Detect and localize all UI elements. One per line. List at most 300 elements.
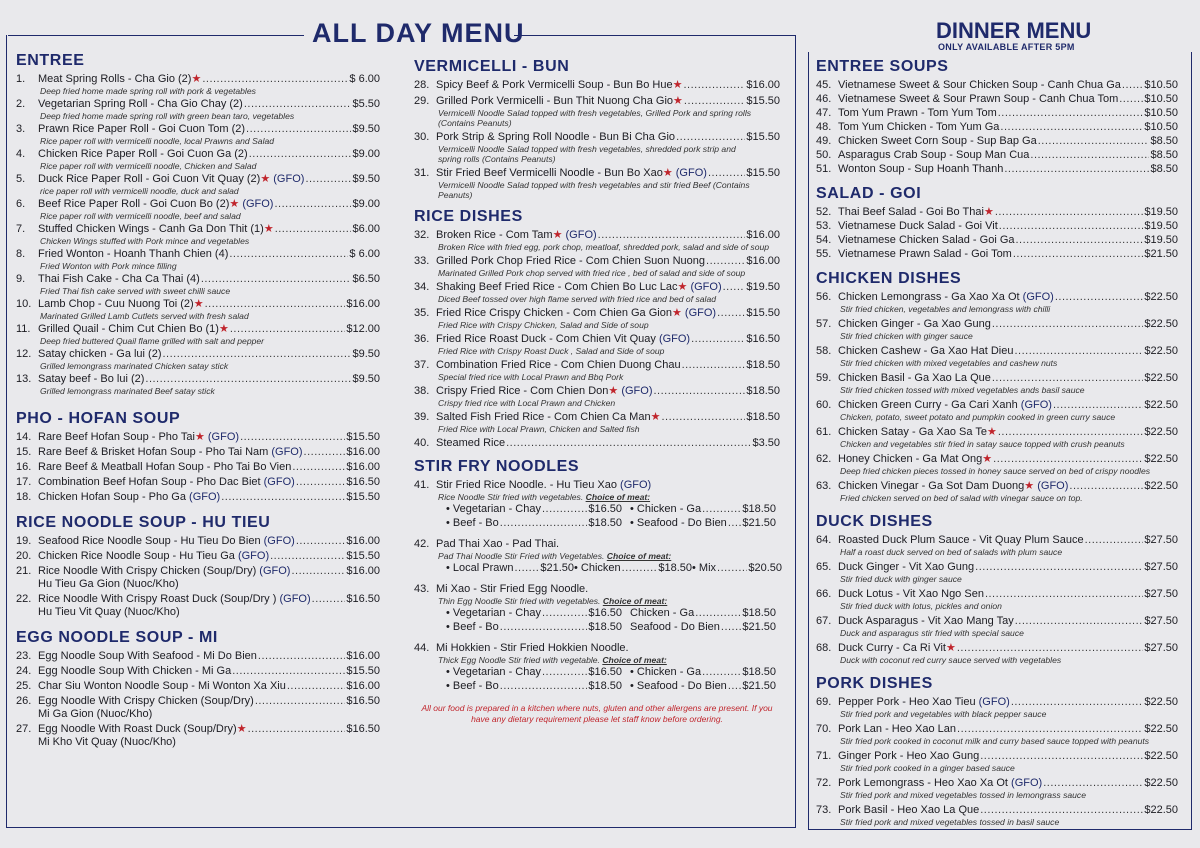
item-number: 3. <box>16 123 26 135</box>
menu-item <box>816 561 1178 584</box>
menu-item <box>414 359 780 382</box>
item-name-text: Egg Noodle Soup With Chicken - Mi Ga <box>38 665 232 677</box>
item-number: 67. <box>816 615 832 627</box>
item-price: $21.50 <box>1144 248 1178 260</box>
leader-dots <box>676 131 745 144</box>
meat-choice-price: $21.50 <box>540 562 574 574</box>
choice-of-meat-label: Choice of meat: <box>602 596 668 606</box>
item-name-text: Chicken Lemongrass - Ga Xao Xa Ot <box>838 291 1020 303</box>
item-name-text: Vietnamese Sweet & Sour Prawn Soup - Canh Chua Tom <box>838 93 1119 105</box>
gluten-free-option-badge: (GFO) <box>189 491 221 503</box>
menu-item <box>816 750 1178 773</box>
menu-item <box>816 453 1178 476</box>
item-number: 7. <box>16 223 26 235</box>
menu-item-row <box>414 359 780 372</box>
meat-choice <box>630 606 776 620</box>
menu-item-row <box>816 107 1178 120</box>
item-name-text: Chicken Ginger - Ga Xao Gung <box>838 318 991 330</box>
mi-list <box>16 650 380 749</box>
menu-item-row <box>816 79 1178 92</box>
item-price: $19.50 <box>1144 234 1178 246</box>
item-name-text: Egg Noodle With Crispy Chicken (Soup/Dry) <box>38 695 254 707</box>
item-price: $22.50 <box>1144 291 1178 303</box>
section-heading-salad: SALAD - GOI <box>816 185 922 202</box>
menu-item <box>414 95 780 128</box>
meat-choice-price: $21.50 <box>742 680 776 692</box>
item-number: 31. <box>414 167 430 179</box>
meat-choice-price: $21.50 <box>742 621 776 633</box>
meat-choice <box>446 516 622 530</box>
item-number: 28. <box>414 79 430 91</box>
item-name-text: Ginger Pork - Heo Xao Gung <box>838 750 980 762</box>
all-day-menu-title: ALL DAY MENU <box>312 18 525 48</box>
menu-item-row <box>816 777 1178 790</box>
item-name-text: Rare Beef Hofan Soup - Pho Tai <box>38 431 195 443</box>
item-name <box>838 163 1003 176</box>
item-description: Deep fried home made spring roll with green bean taro, vegetables <box>40 111 295 121</box>
item-name-text: Roasted Duck Plum Sauce - Vit Quay Plum Sauce <box>838 534 1084 546</box>
item-price: $16.00 <box>746 79 780 91</box>
meat-choice <box>630 516 776 530</box>
menu-item <box>16 123 380 146</box>
gluten-free-option-badge: (GFO) <box>1011 777 1043 789</box>
meat-choice-name: • Chicken <box>574 562 621 574</box>
star-icon: ★ <box>662 167 673 179</box>
leader-dots <box>985 588 1143 601</box>
item-description-cont: Peanuts) <box>438 190 473 200</box>
leader-dots <box>230 323 346 336</box>
menu-item-row <box>816 372 1178 385</box>
menu-item <box>816 615 1178 638</box>
menu-item-row <box>816 615 1178 628</box>
menu-item <box>816 163 1178 176</box>
item-name <box>436 437 505 450</box>
leader-dots <box>702 502 741 516</box>
leader-dots <box>1004 163 1149 176</box>
item-name <box>838 561 974 574</box>
menu-item-row <box>16 565 380 578</box>
leader-dots <box>992 318 1143 331</box>
item-name-text: Duck Asparagus - Vit Xao Mang Tay <box>838 615 1014 627</box>
item-name-text: Meat Spring Rolls - Cha Gio (2) <box>38 73 192 85</box>
item-number: 30. <box>414 131 430 143</box>
leader-dots <box>514 561 539 575</box>
item-description: Diced Beef tossed over high flame served with fried rice and bed of salad <box>438 294 717 304</box>
menu-item-row <box>816 453 1178 466</box>
item-name-text: Egg Noodle With Roast Duck (Soup/Dry) <box>38 723 237 735</box>
item-name <box>838 121 999 134</box>
menu-item-row <box>414 281 780 294</box>
item-number: 11. <box>16 323 31 335</box>
menu-item <box>16 298 380 321</box>
menu-item <box>16 665 380 678</box>
choice-row <box>414 606 780 620</box>
item-name <box>838 696 1010 709</box>
item-number: 45. <box>816 79 832 91</box>
item-number: 42. <box>414 538 430 550</box>
item-number: 22. <box>16 593 32 605</box>
leader-dots <box>240 431 345 444</box>
item-name <box>838 220 998 233</box>
menu-item <box>816 777 1178 800</box>
item-name <box>38 323 229 336</box>
item-number: 38. <box>414 385 430 397</box>
leader-dots <box>246 123 351 136</box>
menu-item-row <box>414 131 780 144</box>
item-name <box>838 750 979 763</box>
meat-choice <box>446 502 622 516</box>
leader-dots <box>998 107 1144 120</box>
menu-item <box>16 273 380 296</box>
star-icon: ★ <box>194 431 205 443</box>
menu-item <box>16 198 380 221</box>
item-description <box>414 596 780 606</box>
meat-choice-price: $18.50 <box>588 517 622 529</box>
menu-item-row <box>16 248 380 261</box>
item-name <box>436 538 559 551</box>
leader-dots <box>287 680 346 693</box>
item-description: Fried Rice with Crispy Roast Duck , Salad and Side of soup <box>438 346 665 356</box>
menu-item-row <box>16 665 380 678</box>
item-number: 35. <box>414 307 430 319</box>
item-price: $8.50 <box>1150 163 1178 175</box>
item-price: $19.50 <box>746 281 780 293</box>
menu-item <box>816 696 1178 719</box>
item-name <box>838 642 956 655</box>
item-description: Fried Wonton with Pork mince filling <box>40 261 177 271</box>
menu-item-row <box>816 93 1178 106</box>
item-price: $18.50 <box>746 359 780 371</box>
item-name <box>38 223 274 236</box>
item-number: 37. <box>414 359 430 371</box>
item-number: 63. <box>816 480 832 492</box>
item-name <box>838 453 992 466</box>
item-name-text: Chicken Rice Paper Roll - Goi Cuon Ga (2) <box>38 148 248 160</box>
menu-item <box>16 461 380 474</box>
leader-dots <box>695 606 741 620</box>
leader-dots <box>500 516 588 530</box>
item-name <box>838 135 1037 148</box>
gluten-free-option-badge: (GFO) <box>621 385 653 397</box>
item-name <box>436 583 588 596</box>
menu-item <box>816 426 1178 449</box>
leader-dots <box>702 665 741 679</box>
menu-item <box>414 131 780 164</box>
item-name <box>38 98 243 111</box>
leader-dots <box>993 453 1143 466</box>
leader-dots <box>1014 345 1143 358</box>
star-icon: ★ <box>672 79 683 91</box>
item-name-text: Mi Hokkien - Stir Fried Hokkien Noodle. <box>436 642 629 654</box>
item-name <box>38 593 311 606</box>
item-description: Stir fried pork cooked in coconut milk and curry based sauce topped with peanuts <box>840 736 1150 746</box>
leader-dots <box>542 665 587 679</box>
item-number: 5. <box>16 173 26 185</box>
star-icon: ★ <box>608 385 619 397</box>
item-price: $15.50 <box>346 431 380 443</box>
meat-choice-price: $16.50 <box>588 503 622 515</box>
section-heading-entree-soups: ENTREE SOUPS <box>816 58 949 75</box>
item-number: 57. <box>816 318 832 330</box>
item-number: 26. <box>16 695 32 707</box>
item-name-text: Wonton Soup - Sup Hoanh Thanh <box>838 163 1004 175</box>
item-price: $15.50 <box>746 131 780 143</box>
item-number: 21. <box>16 565 32 577</box>
item-price: $9.50 <box>352 123 380 135</box>
star-icon: ★ <box>673 95 683 107</box>
menu-item-row <box>816 804 1178 817</box>
item-name-text: Chicken Cashew - Ga Xao Hat Dieu <box>838 345 1014 357</box>
menu-item <box>16 650 380 663</box>
leader-dots <box>542 502 587 516</box>
menu-item-row <box>414 307 780 320</box>
menu-item-row <box>414 255 780 268</box>
item-name <box>38 373 144 386</box>
item-name <box>38 123 245 136</box>
item-name-text: Vietnamese Prawn Salad - Goi Tom <box>838 248 1012 260</box>
menu-item <box>414 333 780 356</box>
leader-dots <box>258 650 345 663</box>
item-name-text: Char Siu Wonton Noodle Soup - Mi Wonton Xa Xiu <box>38 680 286 692</box>
item-name-text: Pepper Pork - Heo Xao Tieu <box>838 696 976 708</box>
item-price: $9.50 <box>352 348 380 360</box>
menu-item <box>414 79 780 92</box>
menu-item-row <box>816 135 1178 148</box>
item-name <box>38 550 269 563</box>
item-name-text: Chicken Vinegar - Ga Sot Dam Duong <box>838 480 1025 492</box>
item-name-text: Combination Beef Hofan Soup - Pho Dac Biet <box>38 476 261 488</box>
menu-item <box>816 93 1178 106</box>
item-price: $16.00 <box>746 255 780 267</box>
item-description: rice paper roll with vermicelli noodle, duck and salad <box>40 186 239 196</box>
menu-item-row <box>16 123 380 136</box>
item-price: $22.50 <box>1144 723 1178 735</box>
item-name <box>38 476 295 489</box>
menu-item-row <box>16 348 380 361</box>
item-price: $27.50 <box>1144 561 1178 573</box>
menu-item <box>16 348 380 371</box>
leader-dots <box>249 148 352 161</box>
item-description: Stir fried chicken with ginger sauce <box>840 331 973 341</box>
item-description-text: Thin Egg Noodle Stir fried with vegetables. <box>438 596 601 606</box>
leader-dots <box>1085 534 1144 547</box>
item-price: $19.50 <box>1144 220 1178 232</box>
item-price: $10.50 <box>1144 79 1178 91</box>
item-description: Fried Rice with Local Prawn, Chicken and Salted fish <box>438 424 640 434</box>
stir-fry-list <box>414 479 780 693</box>
leader-dots <box>500 620 588 634</box>
item-description: Rice paper roll with vermicelli noodle, beef and salad <box>40 211 241 221</box>
menu-item-row <box>816 723 1178 736</box>
item-price: $12.00 <box>346 323 380 335</box>
menu-item-row <box>816 248 1178 261</box>
item-name-text: Crispy Fried Rice - Com Chien Don <box>436 385 609 397</box>
item-number: 4. <box>16 148 26 160</box>
gluten-free-option-badge: (GFO) <box>279 593 311 605</box>
menu-item <box>16 680 380 693</box>
leader-dots <box>1030 149 1149 162</box>
meat-choice <box>630 679 776 693</box>
gluten-free-option-badge: (GFO) <box>242 198 274 210</box>
leader-dots <box>728 516 742 530</box>
item-price: $16.00 <box>346 298 380 310</box>
item-name-text: Satay beef - Bo lui (2) <box>38 373 145 385</box>
item-name <box>838 291 1054 304</box>
menu-item-row <box>816 534 1178 547</box>
star-icon: ★ <box>677 281 688 293</box>
item-description: Deep fried chicken pieces tossed in honey sauce served on bed of crispy noodles <box>840 466 1151 476</box>
menu-item-row <box>414 437 780 450</box>
leader-dots <box>957 642 1143 655</box>
menu-item-row <box>414 642 780 655</box>
item-number: 25. <box>16 680 32 692</box>
meat-choice-price: $18.50 <box>742 666 776 678</box>
item-description-text: Thick Egg Noodle Stir fried with vegetable. <box>438 655 600 665</box>
stir-fry-item <box>414 583 780 634</box>
item-name <box>838 399 1052 412</box>
leader-dots <box>1119 93 1143 106</box>
item-name <box>38 665 231 678</box>
item-description: Stir fried duck with lotus, pickles and onion <box>840 601 1002 611</box>
leader-dots <box>721 620 741 634</box>
item-price: $16.00 <box>346 446 380 458</box>
menu-item-row <box>816 561 1178 574</box>
item-name <box>436 229 597 242</box>
item-price: $10.50 <box>1144 121 1178 133</box>
item-name <box>838 588 984 601</box>
item-name-text: Stir Fried Beef Vermicelli Noodle - Bun Bo Xao <box>436 167 663 179</box>
item-number: 34. <box>414 281 430 293</box>
item-number: 43. <box>414 583 430 595</box>
meat-choice-price: $18.50 <box>588 680 622 692</box>
item-name-text: Chicken Hofan Soup - Pho Ga <box>38 491 186 503</box>
menu-column-right <box>816 58 1178 831</box>
item-description: Duck with coconut red curry sauce served with vegetables <box>840 655 1062 665</box>
menu-item-row <box>414 411 780 424</box>
item-name <box>838 804 979 817</box>
leader-dots <box>717 561 747 575</box>
gluten-free-option-badge: (GFO) <box>1037 480 1069 492</box>
item-name <box>838 372 991 385</box>
item-number: 47. <box>816 107 832 119</box>
menu-item <box>16 73 380 96</box>
item-description: Stir fried chicken, vegetables and lemongrass with chilli <box>840 304 1051 314</box>
meat-choice <box>446 606 622 620</box>
leader-dots <box>221 491 345 504</box>
item-name <box>38 723 247 736</box>
gluten-free-option-badge: (GFO) <box>1022 291 1054 303</box>
item-name <box>838 149 1029 162</box>
menu-item-row <box>414 95 780 108</box>
item-price: $6.00 <box>352 223 380 235</box>
menu-column-left <box>16 52 380 751</box>
item-price: $16.50 <box>746 333 780 345</box>
item-name-text: Satay chicken - Ga lui (2) <box>38 348 162 360</box>
leader-dots <box>999 220 1144 233</box>
menu-item-row <box>16 273 380 286</box>
item-price: $22.50 <box>1144 372 1178 384</box>
menu-item-row <box>816 696 1178 709</box>
meat-choice-name: • Chicken - Ga <box>630 666 702 678</box>
menu-item-row <box>816 480 1178 493</box>
item-description: Rice paper roll with vermicelli noodle, Chicken and Salad <box>40 161 257 171</box>
item-description: Fried Rice with Crispy Chicken, Salad and Side of soup <box>438 320 649 330</box>
menu-item <box>16 148 380 171</box>
leader-dots <box>598 229 746 242</box>
leader-dots <box>275 223 352 236</box>
item-description: Stir fried pork cooked in a ginger based sauce <box>840 763 1015 773</box>
item-name <box>838 318 991 331</box>
menu-item <box>816 399 1178 422</box>
menu-item-row <box>16 298 380 311</box>
item-number: 24. <box>16 665 32 677</box>
item-name <box>838 615 1014 628</box>
item-price: $27.50 <box>1144 534 1178 546</box>
item-description: Fried Thai fish cake served with sweet chilli sauce <box>40 286 231 296</box>
leader-dots <box>1038 135 1150 148</box>
menu-item-row <box>816 206 1178 219</box>
item-name-text: Vietnamese Chicken Salad - Goi Ga <box>838 234 1015 246</box>
item-price: $27.50 <box>1144 615 1178 627</box>
item-price: $16.00 <box>346 535 380 547</box>
gluten-free-option-badge: (GFO) <box>273 173 305 185</box>
item-name-text: Prawn Rice Paper Roll - Goi Cuon Tom (2) <box>38 123 246 135</box>
item-number: 36. <box>414 333 430 345</box>
menu-item <box>816 804 1178 827</box>
leader-dots <box>163 348 352 361</box>
item-name <box>838 107 997 120</box>
item-name <box>838 426 997 439</box>
item-name-text: Shaking Beef Fried Rice - Com Chien Bo Luc Lac <box>436 281 678 293</box>
menu-item-row <box>816 588 1178 601</box>
menu-item <box>414 437 780 450</box>
menu-item <box>816 345 1178 368</box>
menu-item-row <box>16 148 380 161</box>
item-price: $3.50 <box>752 437 780 449</box>
item-number: 16. <box>16 461 32 473</box>
leader-dots <box>1000 121 1143 134</box>
leader-dots <box>291 565 345 578</box>
menu-item-row <box>16 680 380 693</box>
leader-dots <box>202 73 348 86</box>
item-name <box>838 777 1042 790</box>
menu-item-row <box>16 695 380 708</box>
star-icon: ★ <box>987 426 997 438</box>
menu-item-row <box>414 479 780 492</box>
gluten-free-option-badge: (GFO) <box>978 696 1010 708</box>
item-name-text: Chicken Green Curry - Ga Cari Xanh <box>838 399 1018 411</box>
menu-item <box>816 318 1178 341</box>
item-price: $9.50 <box>352 373 380 385</box>
item-name-text: Steamed Rice <box>436 437 506 449</box>
item-description: Vermicelli Noodle Salad topped with fresh vegetables, Grilled Pork and spring rolls <box>438 108 752 118</box>
meat-choice-price: $18.50 <box>588 621 622 633</box>
leader-dots <box>296 476 346 489</box>
menu-item <box>816 248 1178 261</box>
menu-item <box>816 121 1178 134</box>
menu-item <box>16 431 380 444</box>
leader-dots <box>1055 291 1144 304</box>
item-number: 9. <box>16 273 26 285</box>
item-description: Broken Rice with fried egg, pork chop, meatloaf, shredded pork, salad and side of soup <box>438 242 770 252</box>
section-heading-pork: PORK DISHES <box>816 675 933 692</box>
leader-dots <box>682 359 746 372</box>
menu-item-row <box>16 476 380 489</box>
menu-item <box>816 534 1178 557</box>
item-vietnamese-subtitle: Hu Tieu Ga Gion (Nuoc/Kho) <box>38 578 179 590</box>
star-icon: ★ <box>263 223 274 235</box>
leader-dots <box>145 373 351 386</box>
